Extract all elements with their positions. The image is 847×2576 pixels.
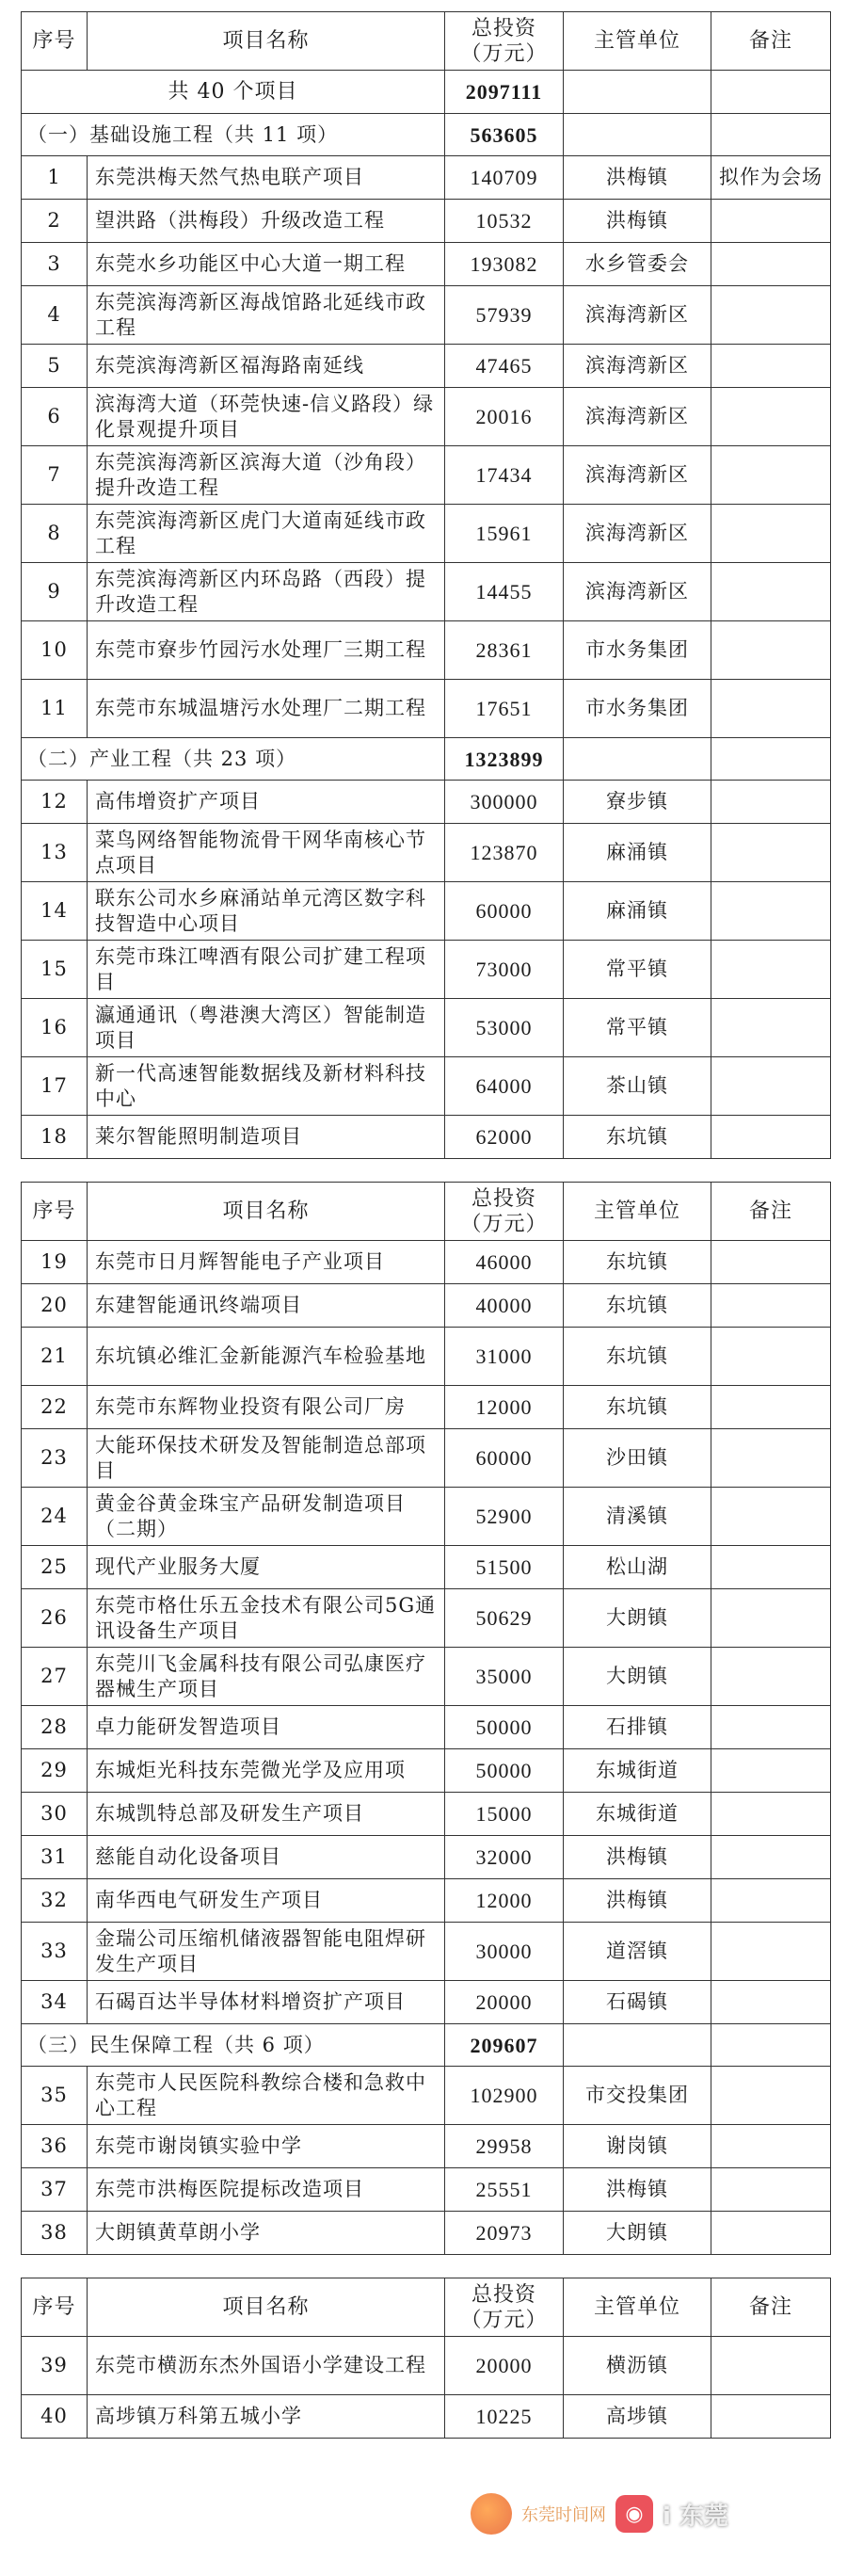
table-row xyxy=(22,2125,831,2168)
project-table-part-3 xyxy=(21,2278,831,2439)
row-unit: 东坑镇 xyxy=(564,1241,711,1284)
table-row xyxy=(22,1923,831,1981)
table-header-row xyxy=(22,12,831,71)
row-note xyxy=(711,1589,831,1648)
header-investment: 总投资 （万元） xyxy=(445,12,564,71)
row-project-name: 东莞滨海湾新区滨海大道（沙角段）提升改造工程 xyxy=(88,446,445,505)
row-note xyxy=(711,680,831,738)
row-note xyxy=(711,621,831,680)
row-project-name: 大能环保技术研发及智能制造总部项目 xyxy=(88,1429,445,1488)
row-unit: 东坑镇 xyxy=(564,1284,711,1328)
row-unit: 洪梅镇 xyxy=(564,200,711,243)
row-investment: 31000 xyxy=(445,1328,564,1386)
row-unit: 市水务集团 xyxy=(564,621,711,680)
row-note xyxy=(711,563,831,621)
table-row xyxy=(22,1546,831,1589)
row-unit: 常平镇 xyxy=(564,999,711,1057)
row-number: 1 xyxy=(22,156,88,200)
row-project-name: 东莞市格仕乐五金技术有限公司5G通讯设备生产项目 xyxy=(88,1589,445,1648)
row-note xyxy=(711,1241,831,1284)
row-project-name: 东莞市洪梅医院提标改造项目 xyxy=(88,2168,445,2212)
row-unit: 洪梅镇 xyxy=(564,156,711,200)
row-investment: 50000 xyxy=(445,1749,564,1793)
row-project-name: 东莞市日月辉智能电子产业项目 xyxy=(88,1241,445,1284)
row-unit: 市水务集团 xyxy=(564,680,711,738)
row-investment: 123870 xyxy=(445,824,564,882)
row-note xyxy=(711,1284,831,1328)
row-unit: 滨海湾新区 xyxy=(564,345,711,388)
row-project-name: 高埗镇万科第五城小学 xyxy=(88,2395,445,2439)
row-project-name: 东城炬光科技东莞微光学及应用项 xyxy=(88,1749,445,1793)
row-unit: 麻涌镇 xyxy=(564,824,711,882)
row-note xyxy=(711,999,831,1057)
section-title: （一）基础设施工程（共 11 项） xyxy=(22,114,445,156)
row-note xyxy=(711,1836,831,1879)
row-unit: 谢岗镇 xyxy=(564,2125,711,2168)
row-project-name: 联东公司水乡麻涌站单元湾区数字科技智造中心项目 xyxy=(88,882,445,941)
row-note xyxy=(711,1116,831,1159)
row-number: 28 xyxy=(22,1706,88,1749)
table-row xyxy=(22,2067,831,2125)
row-project-name: 莱尔智能照明制造项目 xyxy=(88,1116,445,1159)
row-project-name: 东莞市寮步竹园污水处理厂三期工程 xyxy=(88,621,445,680)
table-row xyxy=(22,1648,831,1706)
section-row xyxy=(22,2024,831,2067)
row-unit: 大朗镇 xyxy=(564,2212,711,2255)
table-row xyxy=(22,1241,831,1284)
row-number: 16 xyxy=(22,999,88,1057)
table-row xyxy=(22,1386,831,1429)
row-unit: 滨海湾新区 xyxy=(564,505,711,563)
table-row xyxy=(22,505,831,563)
row-project-name: 望洪路（洪梅段）升级改造工程 xyxy=(88,200,445,243)
row-project-name: 东城凯特总部及研发生产项目 xyxy=(88,1793,445,1836)
table-row xyxy=(22,286,831,345)
row-investment: 62000 xyxy=(445,1116,564,1159)
table-row xyxy=(22,882,831,941)
row-project-name: 东建智能通讯终端项目 xyxy=(88,1284,445,1328)
row-investment: 51500 xyxy=(445,1546,564,1589)
row-number: 6 xyxy=(22,388,88,446)
row-note xyxy=(711,286,831,345)
table-row xyxy=(22,563,831,621)
header-note: 备注 xyxy=(711,12,831,71)
table-row xyxy=(22,999,831,1057)
row-investment: 46000 xyxy=(445,1241,564,1284)
row-note xyxy=(711,345,831,388)
row-note xyxy=(711,2067,831,2125)
row-investment: 29958 xyxy=(445,2125,564,2168)
row-unit: 东城街道 xyxy=(564,1793,711,1836)
section-total: 563605 xyxy=(445,114,564,156)
table-row xyxy=(22,2395,831,2439)
row-unit: 横沥镇 xyxy=(564,2337,711,2395)
row-note xyxy=(711,1386,831,1429)
table-row xyxy=(22,1429,831,1488)
watermark-logo-icon xyxy=(471,2493,512,2535)
row-number: 35 xyxy=(22,2067,88,2125)
table-row xyxy=(22,2168,831,2212)
row-unit: 滨海湾新区 xyxy=(564,446,711,505)
row-investment: 20973 xyxy=(445,2212,564,2255)
row-unit: 清溪镇 xyxy=(564,1488,711,1546)
row-note xyxy=(711,1648,831,1706)
row-number: 29 xyxy=(22,1749,88,1793)
row-number: 36 xyxy=(22,2125,88,2168)
section-title: （二）产业工程（共 23 项） xyxy=(22,738,445,781)
table-row xyxy=(22,1836,831,1879)
row-number: 9 xyxy=(22,563,88,621)
row-investment: 300000 xyxy=(445,781,564,824)
table-row xyxy=(22,2212,831,2255)
row-project-name: 菜鸟网络智能物流骨干网华南核心节点项目 xyxy=(88,824,445,882)
row-project-name: 东莞市东城温塘污水处理厂二期工程 xyxy=(88,680,445,738)
project-table-part-1 xyxy=(21,11,831,1159)
row-note xyxy=(711,1328,831,1386)
row-unit: 松山湖 xyxy=(564,1546,711,1589)
row-number: 15 xyxy=(22,941,88,999)
row-unit: 麻涌镇 xyxy=(564,882,711,941)
header-unit: 主管单位 xyxy=(564,1183,711,1241)
row-investment: 50000 xyxy=(445,1706,564,1749)
row-note xyxy=(711,1749,831,1793)
row-note xyxy=(711,200,831,243)
section-row xyxy=(22,738,831,781)
document-page xyxy=(21,11,830,2439)
row-note xyxy=(711,1879,831,1923)
table-row xyxy=(22,1706,831,1749)
table-row xyxy=(22,824,831,882)
row-number: 23 xyxy=(22,1429,88,1488)
row-investment: 14455 xyxy=(445,563,564,621)
row-project-name: 东莞水乡功能区中心大道一期工程 xyxy=(88,243,445,286)
row-investment: 64000 xyxy=(445,1057,564,1116)
rows-35-38 xyxy=(22,2067,831,2255)
table-row xyxy=(22,446,831,505)
header-unit: 主管单位 xyxy=(564,12,711,71)
table-row xyxy=(22,2337,831,2395)
table-row xyxy=(22,1116,831,1159)
page-gap xyxy=(21,1159,830,1182)
header-name: 项目名称 xyxy=(88,2278,445,2337)
row-unit: 洪梅镇 xyxy=(564,2168,711,2212)
header-note: 备注 xyxy=(711,2278,831,2337)
row-unit: 滨海湾新区 xyxy=(564,388,711,446)
row-investment: 50629 xyxy=(445,1589,564,1648)
summary-label: 共 40 个项目 xyxy=(22,71,445,114)
row-project-name: 金瑞公司压缩机储液器智能电阻焊研发生产项目 xyxy=(88,1923,445,1981)
row-number: 12 xyxy=(22,781,88,824)
row-investment: 17651 xyxy=(445,680,564,738)
table-row xyxy=(22,200,831,243)
row-investment: 10225 xyxy=(445,2395,564,2439)
row-number: 22 xyxy=(22,1386,88,1429)
row-note xyxy=(711,1488,831,1546)
table-row xyxy=(22,1981,831,2024)
row-unit: 市交投集团 xyxy=(564,2067,711,2125)
row-project-name: 黄金谷黄金珠宝产品研发制造项目（二期） xyxy=(88,1488,445,1546)
row-project-name: 东莞滨海湾新区海战馆路北延线市政工程 xyxy=(88,286,445,345)
row-number: 17 xyxy=(22,1057,88,1116)
row-note xyxy=(711,1546,831,1589)
project-table-part-2 xyxy=(21,1182,831,2255)
row-note xyxy=(711,505,831,563)
row-project-name: 高伟增资扩产项目 xyxy=(88,781,445,824)
row-number: 25 xyxy=(22,1546,88,1589)
row-note: 拟作为会场 xyxy=(711,156,831,200)
table-row xyxy=(22,1284,831,1328)
section-row xyxy=(22,114,831,156)
watermark-badge-icon: ◉ xyxy=(615,2495,653,2533)
row-number: 38 xyxy=(22,2212,88,2255)
row-number: 2 xyxy=(22,200,88,243)
row-project-name: 东坑镇必维汇金新能源汽车检验基地 xyxy=(88,1328,445,1386)
table-row xyxy=(22,1328,831,1386)
rows-19-34 xyxy=(22,1241,831,2024)
section-total: 209607 xyxy=(445,2024,564,2067)
header-no: 序号 xyxy=(22,12,88,71)
row-project-name: 东莞市人民医院科教综合楼和急救中心工程 xyxy=(88,2067,445,2125)
row-investment: 20000 xyxy=(445,2337,564,2395)
row-unit: 滨海湾新区 xyxy=(564,563,711,621)
row-project-name: 东莞市谢岗镇实验中学 xyxy=(88,2125,445,2168)
row-note xyxy=(711,388,831,446)
row-unit: 寮步镇 xyxy=(564,781,711,824)
table-row xyxy=(22,388,831,446)
row-unit: 滨海湾新区 xyxy=(564,286,711,345)
row-unit: 水乡管委会 xyxy=(564,243,711,286)
row-number: 32 xyxy=(22,1879,88,1923)
row-number: 5 xyxy=(22,345,88,388)
row-note xyxy=(711,2337,831,2395)
row-number: 11 xyxy=(22,680,88,738)
summary-row xyxy=(22,71,831,114)
row-note xyxy=(711,882,831,941)
table-row xyxy=(22,781,831,824)
row-project-name: 东莞滨海湾新区虎门大道南延线市政工程 xyxy=(88,505,445,563)
row-number: 10 xyxy=(22,621,88,680)
row-investment: 60000 xyxy=(445,882,564,941)
watermark xyxy=(471,2486,791,2542)
rows-39-40 xyxy=(22,2337,831,2439)
row-investment: 102900 xyxy=(445,2067,564,2125)
row-project-name: 现代产业服务大厦 xyxy=(88,1546,445,1589)
row-unit: 高埗镇 xyxy=(564,2395,711,2439)
row-unit: 东坑镇 xyxy=(564,1116,711,1159)
row-number: 20 xyxy=(22,1284,88,1328)
row-project-name: 东莞川飞金属科技有限公司弘康医疗器械生产项目 xyxy=(88,1648,445,1706)
row-investment: 20016 xyxy=(445,388,564,446)
header-note: 备注 xyxy=(711,1183,831,1241)
row-investment: 32000 xyxy=(445,1836,564,1879)
row-project-name: 南华西电气研发生产项目 xyxy=(88,1879,445,1923)
header-unit: 主管单位 xyxy=(564,2278,711,2337)
row-investment: 12000 xyxy=(445,1879,564,1923)
rows-1-11 xyxy=(22,156,831,738)
row-unit: 东坑镇 xyxy=(564,1386,711,1429)
row-investment: 15961 xyxy=(445,505,564,563)
row-note xyxy=(711,1429,831,1488)
row-note xyxy=(711,1981,831,2024)
table-row xyxy=(22,1749,831,1793)
row-number: 40 xyxy=(22,2395,88,2439)
table-row xyxy=(22,941,831,999)
row-project-name: 大朗镇黄草朗小学 xyxy=(88,2212,445,2255)
table-row xyxy=(22,1057,831,1116)
header-name: 项目名称 xyxy=(88,1183,445,1241)
row-number: 37 xyxy=(22,2168,88,2212)
summary-total: 2097111 xyxy=(445,71,564,114)
row-project-name: 东莞市东辉物业投资有限公司厂房 xyxy=(88,1386,445,1429)
table-header-row xyxy=(22,2278,831,2337)
row-investment: 52900 xyxy=(445,1488,564,1546)
header-investment: 总投资 （万元） xyxy=(445,2278,564,2337)
row-investment: 140709 xyxy=(445,156,564,200)
row-note xyxy=(711,824,831,882)
row-unit: 洪梅镇 xyxy=(564,1836,711,1879)
row-number: 30 xyxy=(22,1793,88,1836)
watermark-left-text: 东莞时间网 xyxy=(521,2505,606,2525)
row-investment: 57939 xyxy=(445,286,564,345)
row-unit: 东坑镇 xyxy=(564,1328,711,1386)
row-number: 39 xyxy=(22,2337,88,2395)
table-row xyxy=(22,345,831,388)
row-note xyxy=(711,2212,831,2255)
row-investment: 12000 xyxy=(445,1386,564,1429)
row-unit: 石排镇 xyxy=(564,1706,711,1749)
table-row xyxy=(22,243,831,286)
row-investment: 10532 xyxy=(445,200,564,243)
row-investment: 53000 xyxy=(445,999,564,1057)
row-note xyxy=(711,1923,831,1981)
row-number: 19 xyxy=(22,1241,88,1284)
row-investment: 35000 xyxy=(445,1648,564,1706)
row-number: 18 xyxy=(22,1116,88,1159)
row-investment: 20000 xyxy=(445,1981,564,2024)
row-number: 8 xyxy=(22,505,88,563)
table-row xyxy=(22,1488,831,1546)
row-project-name: 石碣百达半导体材料增资扩产项目 xyxy=(88,1981,445,2024)
row-project-name: 瀛通通讯（粤港澳大湾区）智能制造项目 xyxy=(88,999,445,1057)
row-number: 33 xyxy=(22,1923,88,1981)
page-gap xyxy=(21,2255,830,2278)
row-unit: 石碣镇 xyxy=(564,1981,711,2024)
row-note xyxy=(711,243,831,286)
table-row xyxy=(22,680,831,738)
row-unit: 大朗镇 xyxy=(564,1648,711,1706)
section-total: 1323899 xyxy=(445,738,564,781)
row-note xyxy=(711,1057,831,1116)
header-no: 序号 xyxy=(22,2278,88,2337)
row-project-name: 新一代高速智能数据线及新材料科技中心 xyxy=(88,1057,445,1116)
row-investment: 28361 xyxy=(445,621,564,680)
row-investment: 193082 xyxy=(445,243,564,286)
row-project-name: 卓力能研发智造项目 xyxy=(88,1706,445,1749)
table-row xyxy=(22,1589,831,1648)
header-name: 项目名称 xyxy=(88,12,445,71)
row-number: 27 xyxy=(22,1648,88,1706)
row-investment: 73000 xyxy=(445,941,564,999)
row-number: 4 xyxy=(22,286,88,345)
row-investment: 60000 xyxy=(445,1429,564,1488)
row-unit: 洪梅镇 xyxy=(564,1879,711,1923)
table-row xyxy=(22,1879,831,1923)
row-investment: 47465 xyxy=(445,345,564,388)
row-note xyxy=(711,2125,831,2168)
watermark-right-text: i 东莞 xyxy=(663,2502,728,2531)
row-number: 3 xyxy=(22,243,88,286)
row-unit: 东城街道 xyxy=(564,1749,711,1793)
row-project-name: 东莞滨海湾新区福海路南延线 xyxy=(88,345,445,388)
row-note xyxy=(711,446,831,505)
row-project-name: 东莞市横沥东杰外国语小学建设工程 xyxy=(88,2337,445,2395)
row-unit: 沙田镇 xyxy=(564,1429,711,1488)
row-number: 26 xyxy=(22,1589,88,1648)
row-number: 7 xyxy=(22,446,88,505)
row-note xyxy=(711,1793,831,1836)
row-note xyxy=(711,941,831,999)
row-unit: 道滘镇 xyxy=(564,1923,711,1981)
row-number: 21 xyxy=(22,1328,88,1386)
row-investment: 25551 xyxy=(445,2168,564,2212)
row-number: 14 xyxy=(22,882,88,941)
table-row xyxy=(22,156,831,200)
row-project-name: 东莞洪梅天然气热电联产项目 xyxy=(88,156,445,200)
row-project-name: 东莞市珠江啤酒有限公司扩建工程项目 xyxy=(88,941,445,999)
row-project-name: 东莞滨海湾新区内环岛路（西段）提升改造工程 xyxy=(88,563,445,621)
header-no: 序号 xyxy=(22,1183,88,1241)
row-investment: 30000 xyxy=(445,1923,564,1981)
header-investment: 总投资 （万元） xyxy=(445,1183,564,1241)
row-investment: 17434 xyxy=(445,446,564,505)
table-row xyxy=(22,621,831,680)
row-project-name: 滨海湾大道（环莞快速-信义路段）绿化景观提升项目 xyxy=(88,388,445,446)
rows-12-18 xyxy=(22,781,831,1159)
row-unit: 茶山镇 xyxy=(564,1057,711,1116)
table-header-row xyxy=(22,1183,831,1241)
row-unit: 大朗镇 xyxy=(564,1589,711,1648)
row-number: 31 xyxy=(22,1836,88,1879)
section-title: （三）民生保障工程（共 6 项） xyxy=(22,2024,445,2067)
row-investment: 40000 xyxy=(445,1284,564,1328)
row-project-name: 慈能自动化设备项目 xyxy=(88,1836,445,1879)
row-note xyxy=(711,2395,831,2439)
row-note xyxy=(711,1706,831,1749)
row-note xyxy=(711,781,831,824)
row-number: 34 xyxy=(22,1981,88,2024)
table-row xyxy=(22,1793,831,1836)
row-unit: 常平镇 xyxy=(564,941,711,999)
row-investment: 15000 xyxy=(445,1793,564,1836)
row-number: 13 xyxy=(22,824,88,882)
row-note xyxy=(711,2168,831,2212)
row-number: 24 xyxy=(22,1488,88,1546)
